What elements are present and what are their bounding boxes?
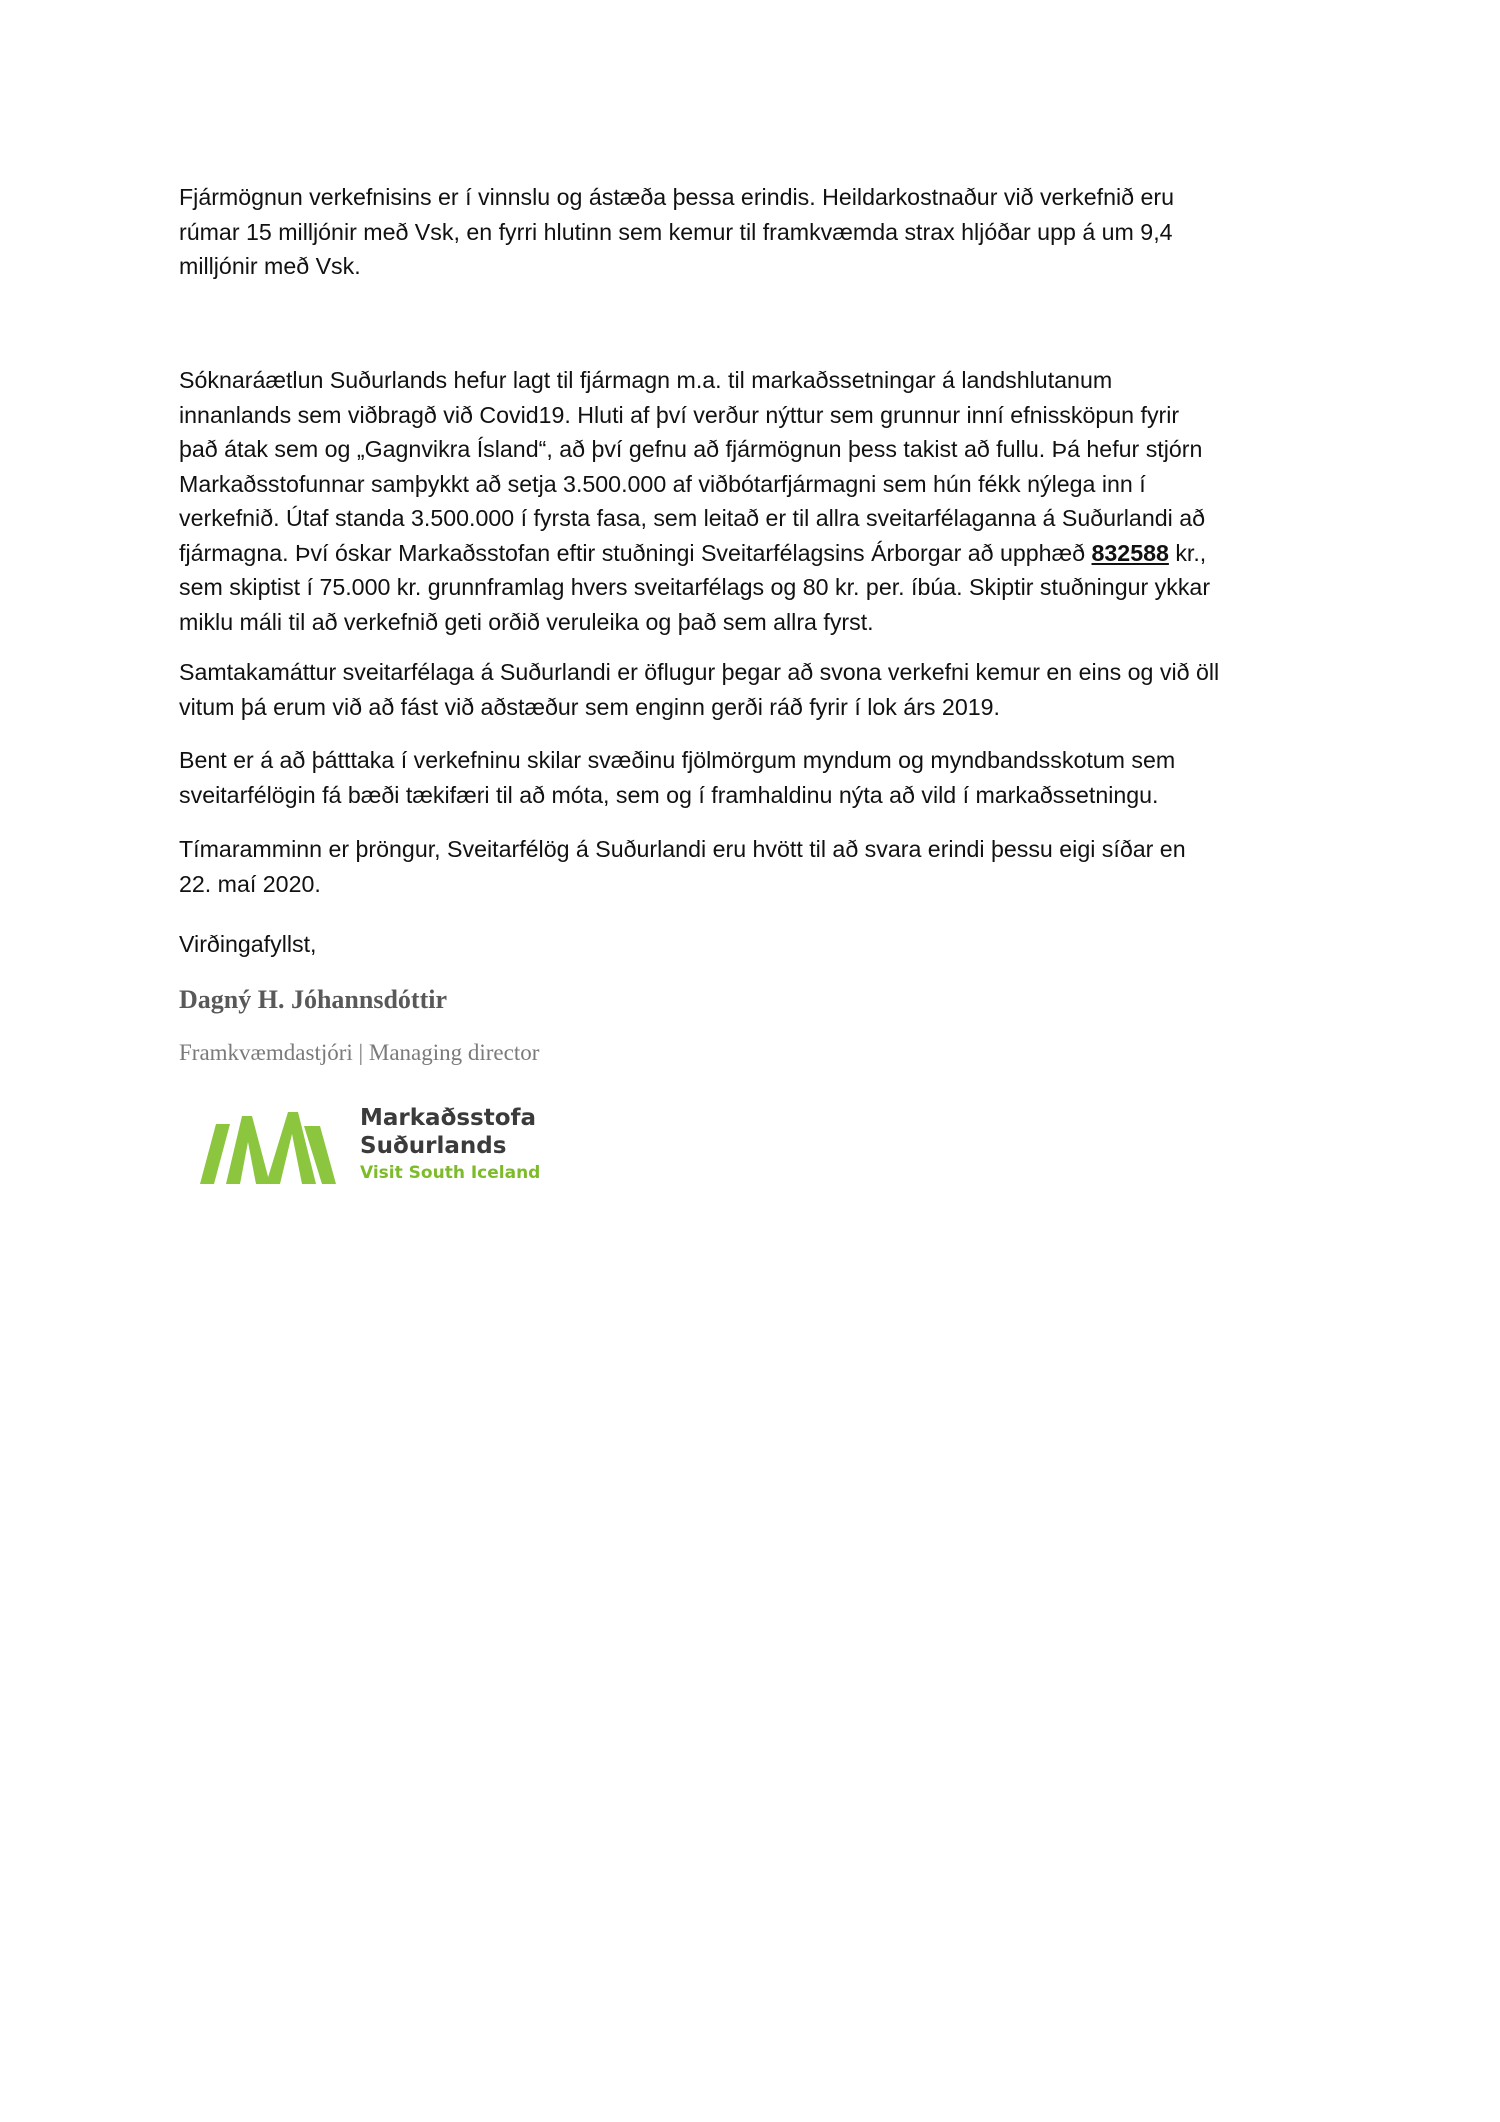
markadsstofa-logo (200, 1104, 560, 1204)
logo-peak (226, 1116, 270, 1184)
text-line: það átak sem og „Gagnvikra Ísland“, að því gefnu að fjármögnun þess takist að fullu. Þá hefur stjórn (179, 436, 1203, 462)
requested-amount: 832588 (1091, 539, 1169, 566)
paragraph-funding (179, 180, 1339, 284)
markadsstofa-mountain-logo-icon (200, 1112, 340, 1192)
paragraph-participation (179, 743, 1339, 812)
logo-line-1: Markaðsstofa (360, 1105, 537, 1131)
amount-prefix: fjármagna. Því óskar Markaðsstofan eftir stuðningi Sveitarfélagsins Árborgar að upphæð (179, 539, 1092, 566)
text-line: vitum þá erum við að fást við aðstæður sem enginn gerði ráð fyrir í lok árs 2019. (179, 693, 1000, 720)
amount-suffix: kr., (1168, 539, 1207, 566)
paragraph-deadline (179, 832, 1339, 901)
text-line: innanlands sem viðbragð við Covid19. Hluti af því verður nýttur sem grunnur inní efnissköpun fyrir (179, 401, 1180, 428)
text-line: sveitarfélögin fá bæði tækifæri til að móta, sem og í framhaldinu nýta að vild í markaðssetningu. (179, 781, 1159, 808)
text-line: sem skiptist í 75.000 kr. grunnframlag hvers sveitarfélags og 80 kr. per. íbúa. Skiptir stuðningur ykkar (179, 574, 1211, 600)
logo-wordmark (360, 1104, 540, 1186)
text-line: Markaðsstofunnar samþykkt að setja 3.500.000 af viðbótarfjármagni sem hún fékk nýlega inn í (179, 470, 1146, 497)
text-line: Sóknaráætlun Suðurlands hefur lagt til fjármagn m.a. til markaðssetningar á landshlutanum (179, 367, 1113, 393)
text-line: miklu máli til að verkefnið geti orðið veruleika og það sem allra fyrst. (179, 608, 874, 635)
text-line: Fjármögnun verkefnisins er í vinnslu og ástæða þessa erindis. Heildarkostnaður við verkefnið eru (179, 184, 1174, 210)
paragraph-cooperation (179, 655, 1339, 724)
text-line: milljónir með Vsk. (179, 253, 361, 279)
logo-line-2: Suðurlands (360, 1133, 507, 1159)
logo-stripe (200, 1124, 230, 1184)
text-line: Samtakamáttur sveitarfélaga á Suðurlandi er öflugur þegar að svona verkefni kemur en eins og við öll (179, 659, 1220, 685)
text-line: Tímaramminn er þröngur, Sveitarfélög á Suðurlandi eru hvött til að svara erindi þessu eigi síðar en (179, 836, 1186, 862)
text-line-amount (179, 536, 1339, 571)
signature-name: Dagný H. Jóhannsdóttir (179, 985, 447, 1014)
text-line: verkefnið. Útaf standa 3.500.000 í fyrsta fasa, sem leitað er til allra sveitarfélaganna á Suðurlandi að (179, 505, 1205, 531)
logo-peak (266, 1112, 316, 1184)
text-line: Bent er á að þátttaka í verkefninu skilar svæðinu fjölmörgum myndum og myndbandsskotum sem (179, 747, 1176, 773)
signature-title: Framkvæmdastjóri | Managing director (179, 1040, 540, 1065)
closing-salutation: Virðingafyllst, (179, 931, 317, 957)
text-line: rúmar 15 milljónir með Vsk, en fyrri hlutinn sem kemur til framkvæmda strax hljóðar upp á um 9,4 (179, 218, 1173, 245)
text-line: 22. maí 2020. (179, 870, 321, 897)
paragraph-request (179, 363, 1339, 639)
logo-tagline: Visit South Iceland (360, 1163, 541, 1183)
